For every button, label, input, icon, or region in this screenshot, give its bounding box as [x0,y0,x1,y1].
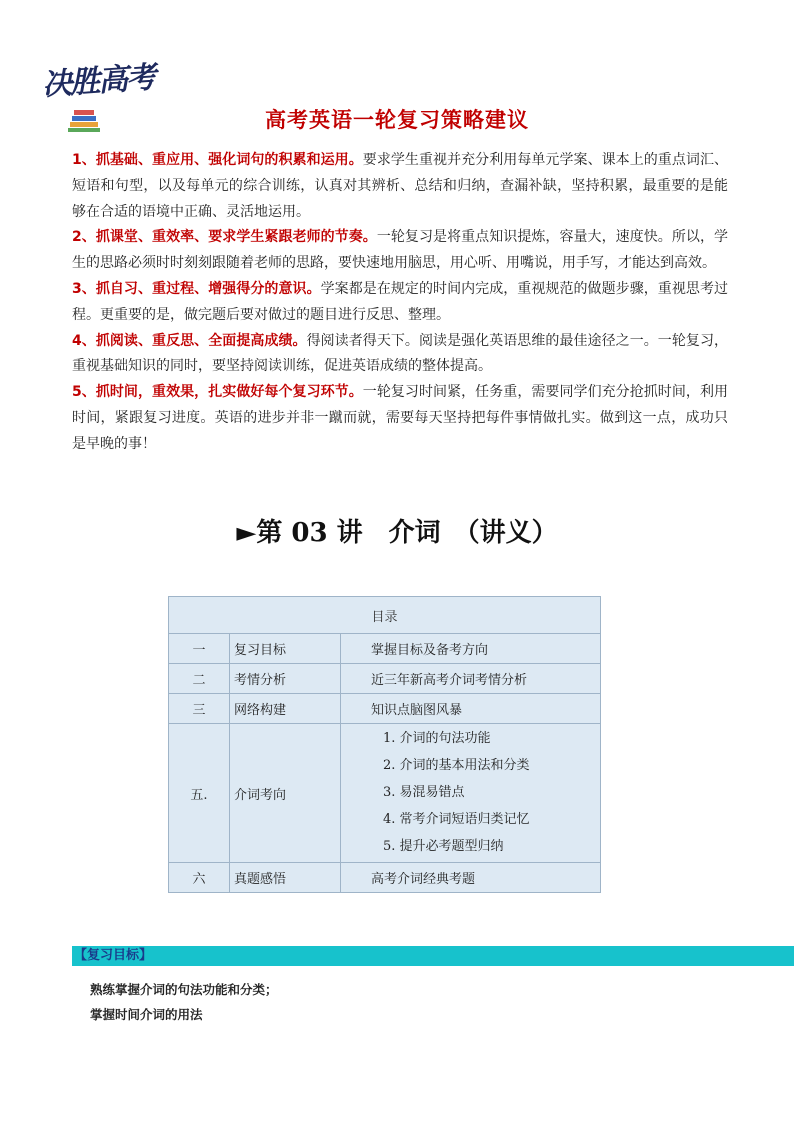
toc-row [169,664,601,694]
goal-line: 掌握时间介词的用法 [90,1007,203,1022]
strategy-body: 得阅读者得天下。阅读是强化英语思维的最佳途径之一。一轮复习，重视基础知识的同时，要坚持阅读训练，促进英语成绩的整体提高。 [72,332,728,375]
strategy-heading: 3、抓自习、重过程、增强得分的意识。 [72,280,321,297]
strategy-item [72,380,728,457]
toc-header: 目录 [169,597,601,634]
toc-desc: 掌握目标及备考方向 [341,634,601,664]
page-title: 高考英语一轮复习策略建议 [265,108,529,132]
toc-name: 介词考向 [230,724,341,863]
strategy-heading: 4、抓阅读、重反思、全面提高成绩。 [72,332,307,349]
strategy-item [72,225,728,277]
toc-name: 考情分析 [230,664,341,694]
toc-name: 网络构建 [230,694,341,724]
toc-num: 三 [169,694,230,724]
strategy-item [72,277,728,329]
toc-sub-item: 5. 提升必考题型归纳 [383,839,504,854]
toc-table [168,596,601,893]
section-bar [72,946,794,966]
toc-desc [341,724,601,863]
lesson-title: ►第 03 讲 介词 （讲义） [236,518,558,548]
toc-num: 一 [169,634,230,664]
toc-name: 真题感悟 [230,863,341,893]
strategy-list [72,148,728,458]
strategy-heading: 1、抓基础、重应用、强化词句的积累和运用。 [72,152,363,168]
toc-sub-item: 3. 易混易错点 [383,785,465,800]
toc-num: 二 [169,664,230,694]
toc-name: 复习目标 [230,634,341,664]
strategy-body: 一轮复习是将重点知识提炼，容量大，速度快。所以，学生的思路必须时时刻刻跟随着老师的思路，要快速地用脑思，用心听、用嘴说，用手写，才能达到高效。 [72,229,729,272]
strategy-body: 学案都是在规定的时间内完成，重视规范的做题步骤，重视思考过程。更重要的是，做完题后要对做过的题目进行反思、整理。 [72,280,728,323]
logo-text: 决胜高考 [41,60,156,103]
strategy-item [72,148,728,225]
toc-row [169,724,601,863]
goal-line: 熟练掌握介词的句法功能和分类； [90,982,278,997]
toc-row [169,634,601,664]
strategy-heading: 5、抓时间，重效果，扎实做好每个复习环节。 [72,384,363,401]
section-label: 【复习目标】 [74,948,153,963]
toc-row [169,694,601,724]
toc-num: 六 [169,863,230,893]
strategy-heading: 2、抓课堂、重效率、要求学生紧跟老师的节奏。 [72,229,377,246]
toc-sub-item: 4. 常考介词短语归类记忆 [383,812,530,827]
toc-row [169,863,601,893]
strategy-body: 一轮复习时间紧，任务重，需要同学们充分抢抓时间，利用时间，紧跟复习进度。英语的进步并非一蹴而就，需要每天坚持把每件事情做扎实。做到这一点，成功只是早晚的事！ [72,384,729,452]
toc-sub-item: 2. 介词的基本用法和分类 [383,758,530,773]
toc-num: 五. [169,724,230,863]
toc-sub-item: 1. 介词的句法功能 [383,731,491,746]
strategy-body: 要求学生重视并充分利用每单元学案、课本上的重点词汇、短语和句型，以及每单元的综合训练，认真对其辨析、总结和归纳，查漏补缺，坚持积累，最重要的是能够在合适的语境中正确、灵活地运用。 [72,152,729,220]
toc-desc: 高考介词经典考题 [341,863,601,893]
toc-desc: 近三年新高考介词考情分析 [341,664,601,694]
strategy-item [72,329,728,381]
toc-desc: 知识点脑图风暴 [341,694,601,724]
